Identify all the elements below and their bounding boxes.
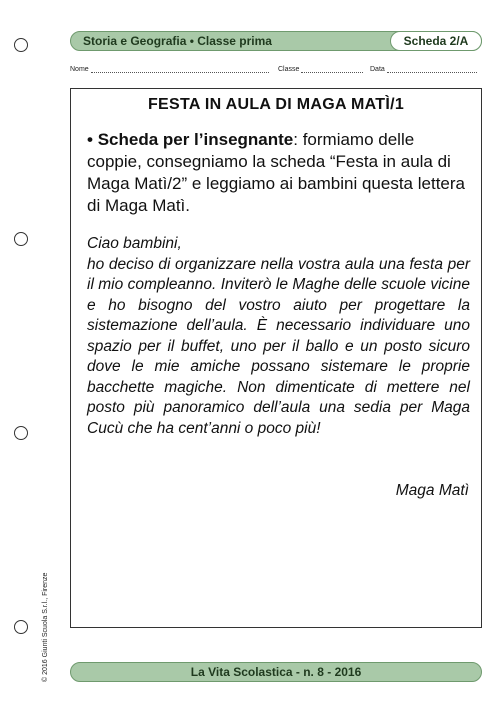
date-label: Data [370, 66, 385, 73]
date-field[interactable] [370, 66, 477, 73]
copyright-notice: © 2016 Giunti Scuola S.r.l., Firenze [42, 572, 49, 682]
page-title: FESTA IN AULA DI MAGA MATÌ/1 [147, 96, 405, 113]
letter-signature: Maga Matì [395, 482, 469, 499]
instructions-text: : formiamo delle coppie, consegniamo la scheda “Festa in aula di Maga Matì/2” e leggiamo ai bambini questa lettera di Maga Matì. [87, 130, 465, 215]
binder-hole-1 [14, 38, 28, 52]
letter-body: ho deciso di organizzare nella vostra aula una festa per il mio compleanno. Inviterò le Maghe delle scuole vicine e ho bisogno del vostro aiuto per progettare la sistemazione dell’aula. È necessario individuare uno spazio per il buffet, uno per il ballo e un posto sicuro dove le mie amiche possano sistemare le proprie bacchette magiche. Non dimenticate di mettere nel posto più panoramico dell’aula una sedia per Maga Cucù che ha cent’anni o poco più! [87, 255, 470, 437]
bullet: • [87, 130, 93, 149]
binder-hole-4 [14, 620, 28, 634]
name-label: Nome [70, 66, 89, 73]
teacher-instructions [87, 129, 472, 217]
binder-hole-3 [14, 426, 28, 440]
footer-bar: La Vita Scolastica - n. 8 - 2016 [70, 662, 482, 682]
student-fields [70, 66, 482, 78]
class-label: Classe [278, 66, 300, 73]
letter [87, 234, 470, 439]
letter-greeting: Ciao bambini, [87, 235, 182, 252]
content-box [70, 88, 482, 628]
teacher-label: Scheda per l’insegnante [97, 130, 294, 149]
subject-label: Storia e Geografia • Classe prima [83, 34, 272, 48]
sheet-label: Scheda 2/A [390, 31, 482, 51]
class-field[interactable] [278, 66, 363, 73]
header-bar [70, 31, 482, 51]
name-field[interactable] [70, 66, 269, 73]
binder-hole-2 [14, 232, 28, 246]
